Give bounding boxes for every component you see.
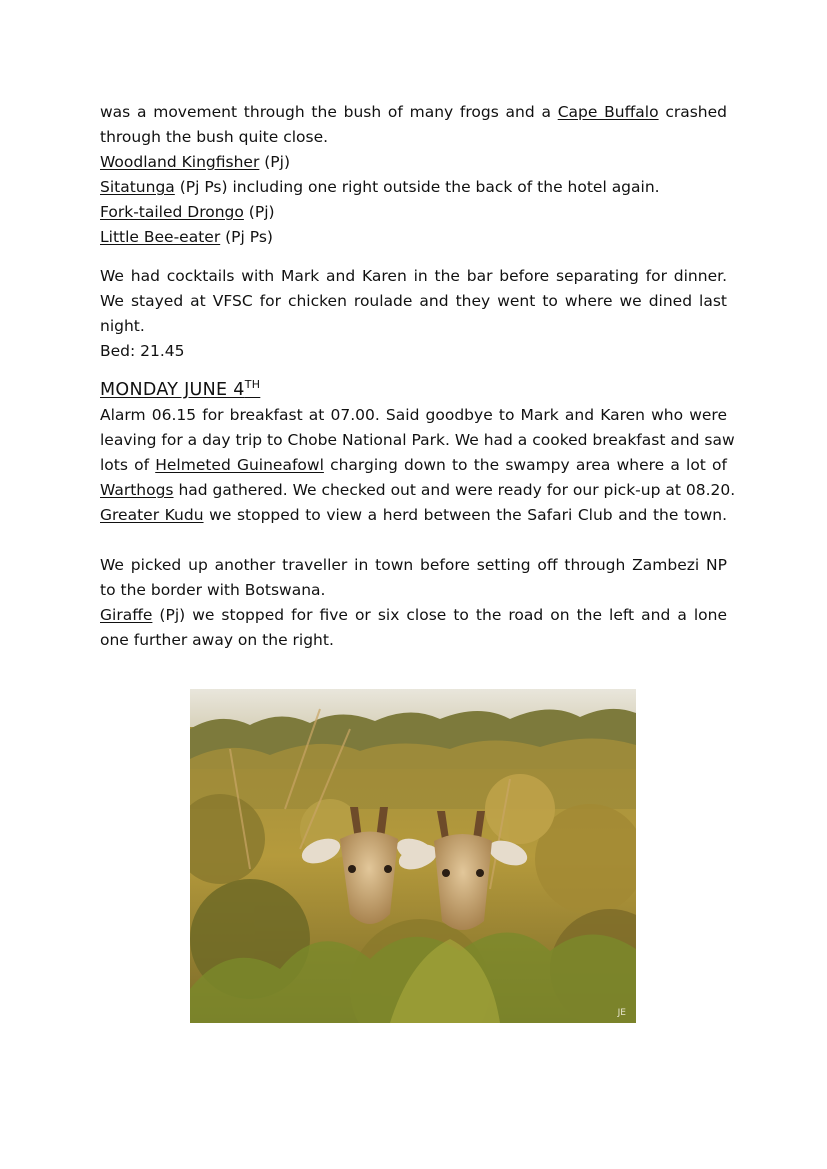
document-page [100, 100, 736, 653]
sighting-item: Fork-tailed Drongo (Pj) [100, 203, 275, 221]
giraffe-illustration [190, 689, 636, 1023]
sighting-item: Woodland Kingfisher (Pj) [100, 153, 291, 171]
sighting-item: Little Bee-eater (Pj Ps) [100, 228, 273, 246]
day-heading: MONDAY JUNE 4TH [100, 378, 261, 400]
species-name: Little Bee-eater [100, 228, 221, 246]
giraffe-photo [190, 689, 636, 1023]
travel-paragraph: We picked up another traveller in town before setting off through Zambezi NP to the border with Botswana. Giraffe (Pj) we stopped for five or six close to the road on the left and a lone one further away on the right. [100, 556, 727, 649]
photo-credit: JE [617, 1008, 626, 1018]
monday-paragraph: Alarm 06.15 for breakfast at 07.00. Said goodbye to Mark and Karen who were leaving for a day trip to Chobe National Park. We had a cooked breakfast and saw lots of Helmeted Guineafowl charging down to the swampy area where a lot of Warthogs had gathered. We checked out and were ready for our pick-up at 08.20. Greater Kudu we stopped to view a herd between the Safari Club and the town. [100, 406, 736, 524]
species-name: Giraffe [100, 606, 153, 624]
sighting-item: Sitatunga (Pj Ps) including one right outside the back of the hotel again. [100, 178, 660, 196]
species-link: Cape Buffalo [557, 103, 659, 121]
bed-time: Bed: 21.45 [100, 342, 185, 360]
species-name: Helmeted Guineafowl [155, 456, 324, 474]
species-name: Fork-tailed Drongo [100, 203, 244, 221]
text-line: through the bush quite close. [100, 128, 329, 146]
species-name: Greater Kudu [100, 506, 204, 524]
species-name: Woodland Kingfisher [100, 153, 260, 171]
species-name: Sitatunga [100, 178, 175, 196]
cocktails-paragraph: We had cocktails with Mark and Karen in the bar before separating for dinner. We stayed at VFSC for chicken roulade and they went to where we dined last night. Bed: 21.45 [100, 264, 727, 364]
text-line: was a movement through the bush of many frogs and a Cape Buffalo crashed [100, 103, 727, 121]
species-name: Warthogs [100, 481, 174, 499]
